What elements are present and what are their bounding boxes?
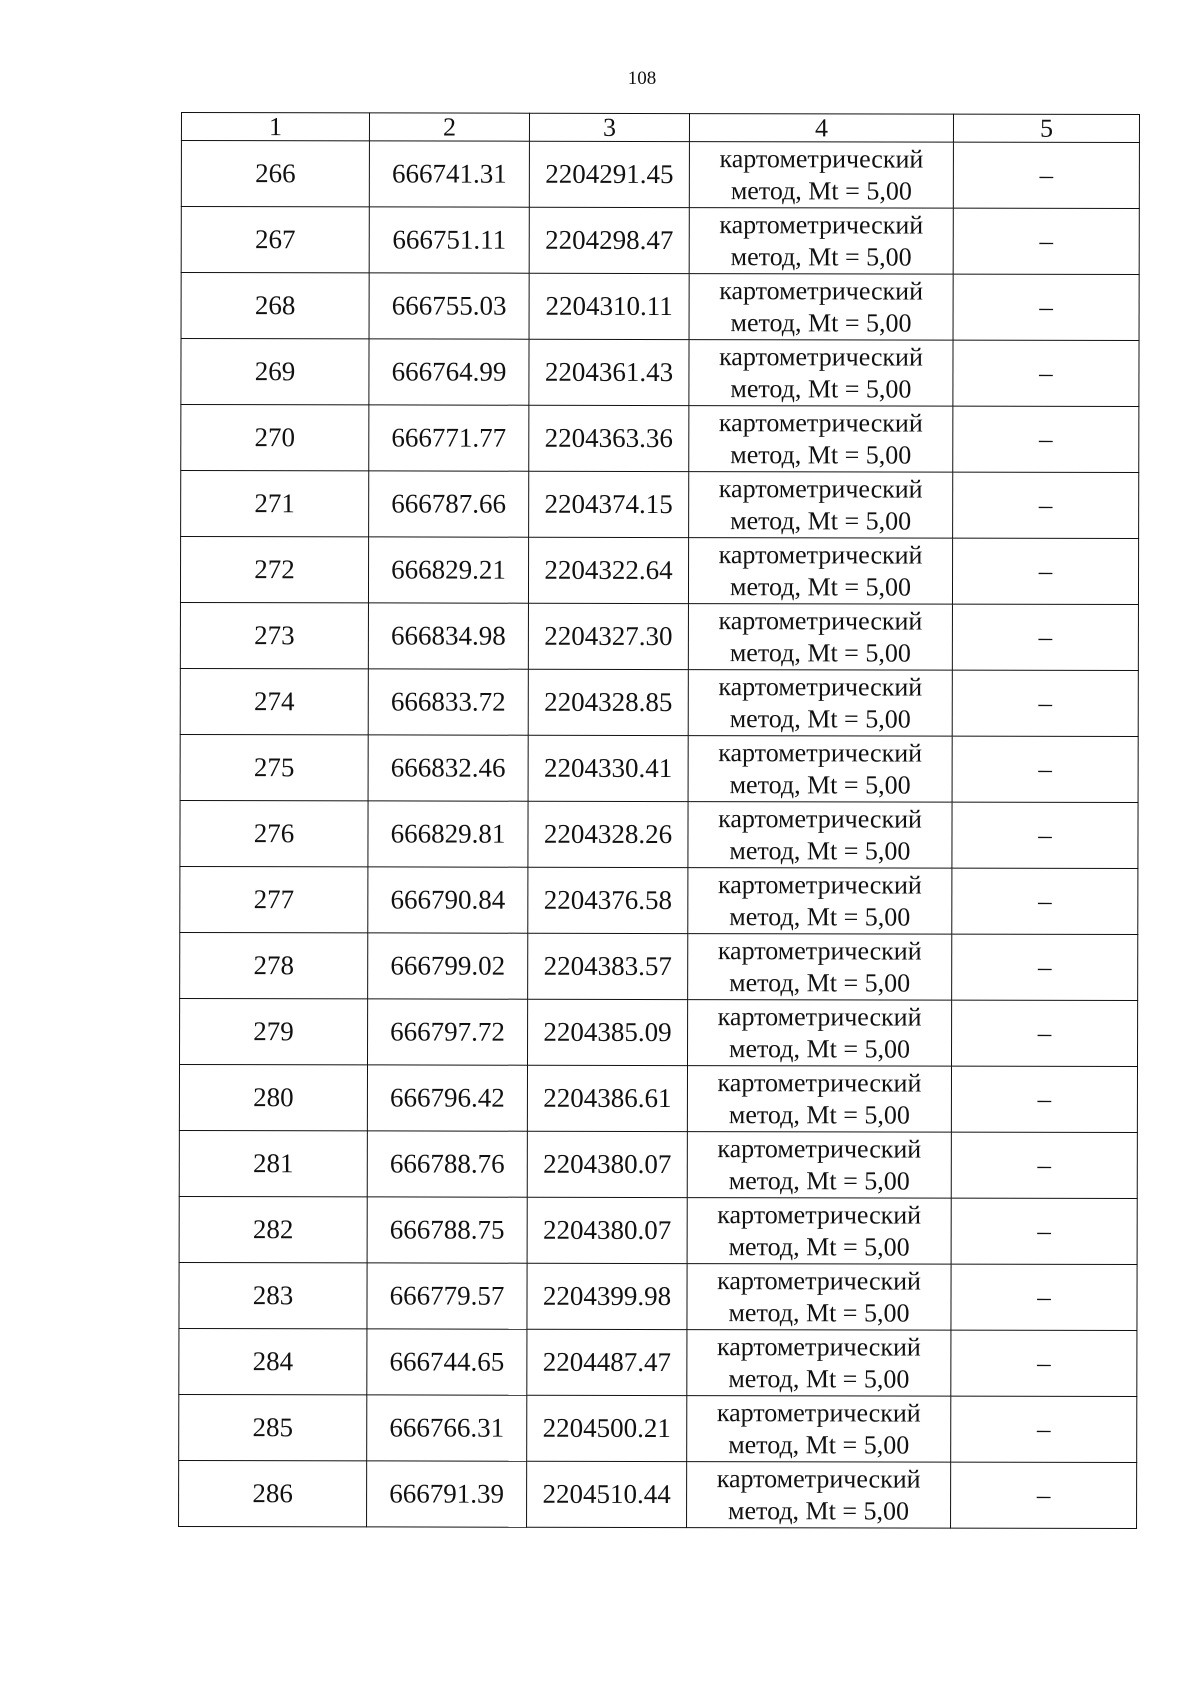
method-line-2: метод, Mt = 5,00 [729, 571, 912, 602]
method-line-2: метод, Mt = 5,00 [730, 175, 912, 206]
method-line-2: метод, Mt = 5,00 [729, 901, 911, 932]
header-col-5: 5 [953, 114, 1139, 142]
method-line-2: метод, Mt = 5,00 [728, 1495, 910, 1526]
cell-x-coordinate: 666833.72 [368, 669, 528, 735]
cell-note: – [953, 406, 1139, 472]
cell-x-coordinate: 666832.46 [368, 735, 528, 801]
cell-x-coordinate: 666741.31 [369, 141, 529, 207]
header-col-3: 3 [529, 113, 689, 141]
cell-x-coordinate: 666829.21 [368, 537, 528, 603]
method-line-1: картометрический [716, 1463, 921, 1494]
cell-y-coordinate: 2204376.58 [528, 867, 688, 933]
coordinates-table-wrapper [178, 112, 1139, 1529]
method-line-1: картометрический [719, 341, 923, 372]
cell-y-coordinate: 2204374.15 [529, 471, 689, 537]
cell-y-coordinate: 2204361.43 [529, 339, 689, 405]
table-body [179, 141, 1140, 1529]
table-row [180, 866, 1138, 934]
table-header-row [181, 113, 1139, 143]
cell-x-coordinate: 666755.03 [369, 273, 529, 339]
cell-method [689, 406, 953, 473]
cell-y-coordinate: 2204291.45 [529, 141, 689, 207]
table-row [181, 471, 1139, 539]
header-col-1: 1 [181, 113, 369, 141]
table-row [181, 273, 1139, 341]
cell-x-coordinate: 666787.66 [369, 471, 529, 537]
method-line-2: метод, Mt = 5,00 [729, 769, 911, 800]
cell-y-coordinate: 2204510.44 [527, 1461, 687, 1527]
cell-method [687, 1198, 951, 1265]
table-row [180, 537, 1138, 605]
cell-point-number: 270 [181, 405, 369, 471]
method-line-1: картометрический [717, 1067, 922, 1098]
method-line-2: метод, Mt = 5,00 [729, 703, 911, 734]
table-row [179, 1460, 1137, 1528]
cell-y-coordinate: 2204298.47 [529, 207, 689, 273]
cell-method [688, 802, 952, 869]
cell-method [688, 736, 952, 803]
method-line-1: картометрический [718, 803, 922, 834]
cell-note: – [951, 1330, 1137, 1396]
table-row [179, 1394, 1137, 1462]
cell-y-coordinate: 2204385.09 [528, 999, 688, 1065]
cell-point-number: 268 [181, 273, 369, 339]
cell-method [689, 340, 953, 407]
method-line-2: метод, Mt = 5,00 [730, 505, 912, 536]
method-line-1: картометрический [716, 1397, 921, 1428]
cell-y-coordinate: 2204383.57 [528, 933, 688, 999]
table-row [181, 207, 1139, 275]
cell-point-number: 273 [180, 603, 368, 669]
cell-point-number: 282 [179, 1196, 367, 1262]
cell-method [688, 670, 952, 737]
cell-point-number: 286 [179, 1460, 367, 1526]
cell-point-number: 267 [181, 207, 369, 273]
method-line-2: метод, Mt = 5,00 [728, 1165, 910, 1196]
cell-point-number: 279 [180, 998, 368, 1064]
cell-point-number: 285 [179, 1394, 367, 1460]
cell-method [687, 1330, 951, 1397]
cell-method [689, 274, 953, 341]
cell-method [688, 868, 952, 935]
cell-point-number: 278 [180, 932, 368, 998]
method-line-1: картометрический [717, 1133, 922, 1164]
cell-note: – [951, 1264, 1137, 1330]
cell-method [687, 1066, 951, 1133]
cell-method [687, 1396, 951, 1463]
cell-y-coordinate: 2204380.07 [527, 1197, 687, 1263]
cell-note: – [952, 868, 1138, 934]
method-line-1: картометрический [718, 671, 923, 702]
cell-y-coordinate: 2204330.41 [528, 735, 688, 801]
cell-method [688, 934, 952, 1001]
method-line-1: картометрический [717, 1001, 922, 1032]
cell-y-coordinate: 2204363.36 [529, 405, 689, 471]
cell-point-number: 280 [179, 1064, 367, 1130]
table-row [181, 339, 1139, 407]
cell-note: – [951, 1396, 1137, 1462]
cell-point-number: 284 [179, 1328, 367, 1394]
cell-x-coordinate: 666744.65 [367, 1329, 527, 1395]
method-line-2: метод, Mt = 5,00 [729, 637, 911, 668]
method-line-2: метод, Mt = 5,00 [728, 1363, 910, 1394]
cell-y-coordinate: 2204322.64 [528, 537, 688, 603]
cell-method [687, 1264, 951, 1331]
table-row [181, 141, 1139, 209]
cell-method [689, 472, 953, 539]
method-line-2: метод, Mt = 5,00 [728, 1099, 910, 1130]
cell-note: – [951, 1132, 1137, 1198]
cell-point-number: 274 [180, 668, 368, 734]
cell-x-coordinate: 666779.57 [367, 1263, 527, 1329]
cell-x-coordinate: 666788.76 [367, 1131, 527, 1197]
cell-method [688, 604, 952, 671]
cell-x-coordinate: 666790.84 [368, 867, 528, 933]
table-row [180, 603, 1138, 671]
cell-note: – [953, 142, 1139, 208]
method-line-2: метод, Mt = 5,00 [730, 439, 912, 470]
cell-y-coordinate: 2204328.85 [528, 669, 688, 735]
cell-point-number: 272 [180, 537, 368, 603]
cell-x-coordinate: 666834.98 [368, 603, 528, 669]
cell-x-coordinate: 666796.42 [367, 1065, 527, 1131]
cell-point-number: 277 [180, 866, 368, 932]
cell-note: – [952, 604, 1138, 670]
method-line-2: метод, Mt = 5,00 [729, 967, 911, 998]
cell-y-coordinate: 2204310.11 [529, 273, 689, 339]
cell-point-number: 283 [179, 1262, 367, 1328]
method-line-2: метод, Mt = 5,00 [730, 241, 912, 272]
table-row [180, 668, 1138, 736]
table-row [179, 1064, 1137, 1132]
coordinates-table [178, 112, 1140, 1529]
method-line-2: метод, Mt = 5,00 [730, 307, 912, 338]
method-line-1: картометрический [718, 737, 923, 768]
cell-point-number: 281 [179, 1130, 367, 1196]
table-row [180, 998, 1138, 1066]
cell-method [688, 1000, 952, 1067]
cell-y-coordinate: 2204487.47 [527, 1329, 687, 1395]
method-line-1: картометрический [717, 935, 922, 966]
cell-note: – [953, 208, 1139, 274]
method-line-1: картометрический [718, 605, 923, 636]
method-line-1: картометрический [717, 1265, 921, 1296]
method-line-2: метод, Mt = 5,00 [730, 373, 912, 404]
table-row [180, 932, 1138, 1000]
method-line-1: картометрический [719, 209, 924, 240]
cell-y-coordinate: 2204500.21 [527, 1395, 687, 1461]
cell-y-coordinate: 2204386.61 [527, 1065, 687, 1131]
method-line-1: картометрический [719, 275, 924, 306]
cell-method [688, 538, 952, 605]
cell-y-coordinate: 2204328.26 [528, 801, 688, 867]
cell-y-coordinate: 2204380.07 [527, 1131, 687, 1197]
cell-note: – [952, 934, 1138, 1000]
method-line-2: метод, Mt = 5,00 [729, 835, 911, 866]
method-line-1: картометрический [718, 407, 923, 438]
cell-note: – [953, 340, 1139, 406]
table-row [179, 1262, 1137, 1330]
method-line-2: метод, Mt = 5,00 [728, 1297, 910, 1328]
cell-method [687, 1462, 951, 1529]
cell-x-coordinate: 666829.81 [368, 801, 528, 867]
cell-note: – [952, 670, 1138, 736]
cell-x-coordinate: 666791.39 [367, 1461, 527, 1527]
cell-x-coordinate: 666766.31 [367, 1395, 527, 1461]
page-number: 108 [627, 68, 657, 89]
cell-note: – [952, 538, 1138, 604]
table-row [179, 1130, 1137, 1198]
header-col-2: 2 [369, 113, 529, 141]
method-line-1: картометрический [718, 473, 923, 504]
method-line-2: метод, Mt = 5,00 [729, 1033, 911, 1064]
cell-x-coordinate: 666751.11 [369, 207, 529, 273]
cell-note: – [952, 736, 1138, 802]
header-col-4: 4 [689, 114, 953, 143]
cell-y-coordinate: 2204327.30 [528, 603, 688, 669]
method-line-1: картометрический [717, 869, 922, 900]
cell-method [689, 208, 953, 275]
cell-method [689, 142, 953, 209]
cell-x-coordinate: 666797.72 [368, 999, 528, 1065]
method-line-1: картометрический [718, 539, 923, 570]
cell-note: – [952, 1000, 1138, 1066]
cell-point-number: 276 [180, 800, 368, 866]
cell-point-number: 266 [181, 141, 369, 207]
cell-point-number: 269 [181, 339, 369, 405]
method-line-2: метод, Mt = 5,00 [728, 1231, 910, 1262]
cell-x-coordinate: 666764.99 [369, 339, 529, 405]
cell-note: – [953, 472, 1139, 538]
cell-x-coordinate: 666771.77 [369, 405, 529, 471]
cell-point-number: 271 [181, 471, 369, 537]
cell-note: – [951, 1462, 1137, 1528]
cell-note: – [952, 802, 1138, 868]
cell-method [687, 1132, 951, 1199]
method-line-1: картометрический [717, 1199, 922, 1230]
table-row [179, 1196, 1137, 1264]
method-line-1: картометрический [719, 143, 924, 174]
cell-note: – [951, 1066, 1137, 1132]
table-row [180, 734, 1138, 802]
cell-point-number: 275 [180, 734, 368, 800]
cell-y-coordinate: 2204399.98 [527, 1263, 687, 1329]
table-row [179, 1328, 1137, 1396]
table-row [180, 800, 1138, 868]
cell-note: – [951, 1198, 1137, 1264]
cell-note: – [953, 274, 1139, 340]
method-line-1: картометрический [716, 1331, 921, 1362]
cell-x-coordinate: 666799.02 [368, 933, 528, 999]
cell-x-coordinate: 666788.75 [367, 1197, 527, 1263]
table-row [181, 405, 1139, 473]
method-line-2: метод, Mt = 5,00 [728, 1429, 910, 1460]
